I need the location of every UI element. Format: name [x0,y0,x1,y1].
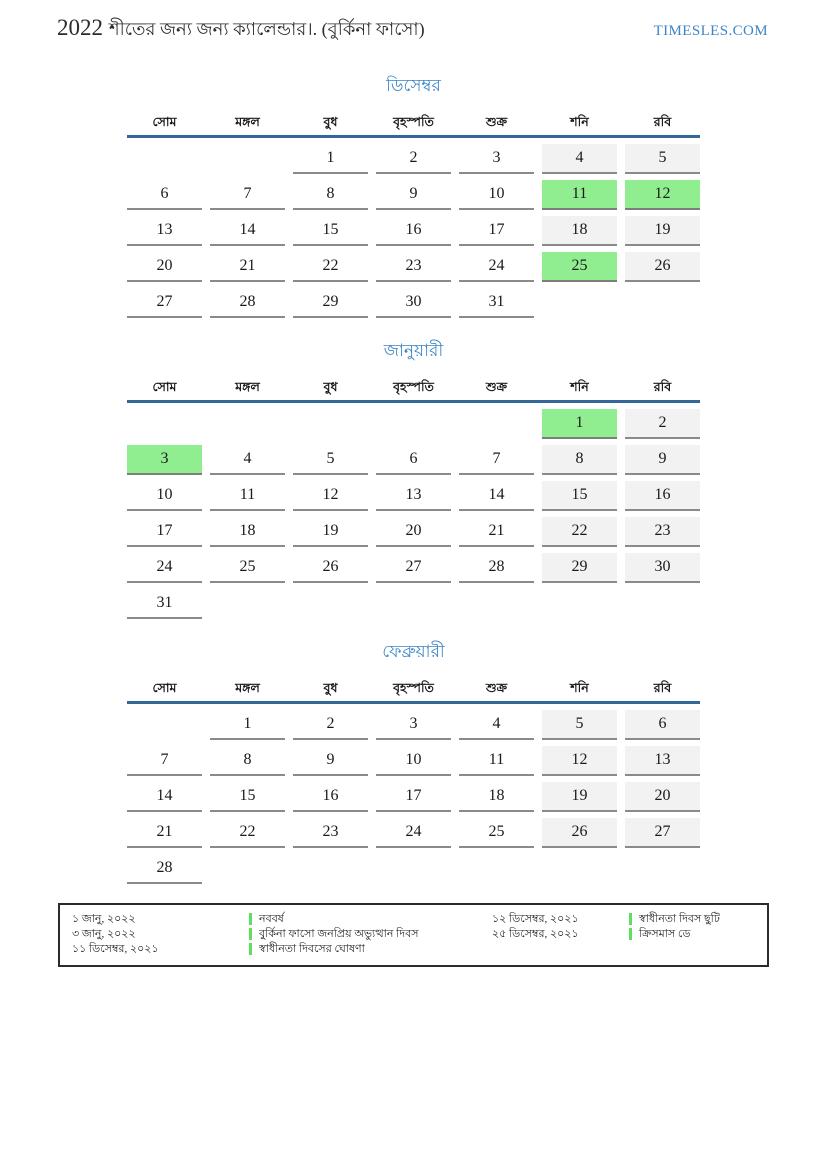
day-cell: 9 [293,746,368,776]
month-section-1 [127,76,700,318]
legend-label: স্বাধীনতা দিবস ছুটি [639,912,720,925]
day-cell: 15 [210,782,285,812]
day-cell: 9 [376,180,451,210]
legend-date: ১১ ডিসেম্বর, ২০২১ [72,942,159,955]
weekday-label: বৃহস্পতি [393,681,434,695]
weekday-header-row [127,114,700,130]
day-cell: 6 [625,710,700,740]
weekday-label: সোম [152,380,177,394]
empty-cell [542,589,617,619]
day-cell: 27 [376,553,451,583]
holiday-marker-bar [249,928,252,940]
day-cell: 28 [127,854,202,884]
day-cell: 5 [625,144,700,174]
empty-cell [625,288,700,318]
day-cell: 10 [127,481,202,511]
day-cell: 7 [210,180,285,210]
weekday-label: শনি [570,681,589,695]
weekday-label: রবি [653,380,672,394]
empty-cell [376,409,451,439]
day-cell: 30 [376,288,451,318]
empty-cell [210,589,285,619]
legend-date: ২৫ ডিসেম্বর, ২০২১ [492,927,579,940]
legend-date: ৩ জানু, ২০২২ [72,927,136,940]
legend-label: ক্রিসমাস ডে [639,927,691,940]
day-cell: 22 [293,252,368,282]
day-cell: 1 [293,144,368,174]
month-title: ফেব্রুয়ারী [382,642,445,661]
day-cell: 31 [459,288,534,318]
day-cell: 14 [210,216,285,246]
day-cell: 19 [542,782,617,812]
week-row [127,818,700,848]
months-container [127,76,700,884]
legend-box [58,903,769,967]
legend-date: ১ জানু, ২০২২ [72,912,136,925]
day-cell: 14 [459,481,534,511]
empty-cell [127,144,202,174]
page-title [57,15,425,46]
day-cell: 13 [625,746,700,776]
day-cell: 11 [542,180,617,210]
weekday-header-row [127,680,700,696]
day-cell: 24 [127,553,202,583]
day-cell: 14 [127,782,202,812]
day-cell: 10 [376,746,451,776]
day-cell: 15 [293,216,368,246]
day-cell: 17 [376,782,451,812]
day-cell: 3 [459,144,534,174]
day-cell: 23 [625,517,700,547]
site-link[interactable]: TIMESLES.COM [653,23,768,39]
day-cell: 17 [459,216,534,246]
day-cell: 11 [459,746,534,776]
weekday-label: শুক্র [485,115,508,129]
weekday-header-row [127,379,700,395]
day-cell: 4 [542,144,617,174]
empty-cell [210,409,285,439]
day-cell: 21 [127,818,202,848]
weekday-label: শনি [570,115,589,129]
day-cell: 17 [127,517,202,547]
day-cell: 15 [542,481,617,511]
weekday-label: মঙ্গল [235,115,260,129]
day-cell: 2 [376,144,451,174]
day-cell: 23 [376,252,451,282]
legend-label: নববর্ষ [259,912,284,925]
weekday-label: মঙ্গল [235,681,260,695]
empty-cell [542,854,617,884]
weekday-label: রবি [653,681,672,695]
week-row [127,553,700,583]
month-title: ডিসেম্বর [386,76,441,95]
holiday-marker-bar [249,913,252,925]
empty-cell [459,854,534,884]
day-cell: 1 [542,409,617,439]
empty-cell [210,854,285,884]
weekday-label: সোম [152,115,177,129]
day-cell: 26 [542,818,617,848]
day-cell: 19 [293,517,368,547]
holiday-marker-bar [629,913,632,925]
day-cell: 21 [210,252,285,282]
week-row [127,517,700,547]
holiday-marker-bar [629,928,632,940]
empty-cell [127,710,202,740]
empty-cell [459,589,534,619]
day-cell: 10 [459,180,534,210]
day-cell: 18 [459,782,534,812]
day-cell: 7 [459,445,534,475]
legend-label: স্বাধীনতা দিবসের ঘোষণা [259,942,365,955]
weekday-label: বৃহস্পতি [393,115,434,129]
week-row [127,144,700,174]
day-cell: 12 [625,180,700,210]
page-header [0,0,827,46]
day-cell: 5 [293,445,368,475]
day-cell: 4 [210,445,285,475]
day-cell: 16 [293,782,368,812]
day-cell: 23 [293,818,368,848]
day-cell: 29 [293,288,368,318]
weekday-label: বুধ [323,380,338,394]
day-cell: 12 [542,746,617,776]
empty-cell [293,409,368,439]
day-cell: 27 [127,288,202,318]
week-row [127,216,700,246]
empty-cell [625,854,700,884]
day-cell: 20 [127,252,202,282]
day-cell: 2 [293,710,368,740]
day-cell: 3 [127,445,202,475]
empty-cell [459,409,534,439]
day-cell: 7 [127,746,202,776]
empty-cell [127,409,202,439]
day-cell: 8 [542,445,617,475]
weekday-label: বুধ [323,681,338,695]
month-section-3 [127,642,700,884]
weekday-label: মঙ্গল [235,380,260,394]
weekday-rule [127,701,700,704]
weekday-label: বৃহস্পতি [393,380,434,394]
empty-cell [210,144,285,174]
day-cell: 3 [376,710,451,740]
weekday-label: শুক্র [485,380,508,394]
day-cell: 29 [542,553,617,583]
day-cell: 20 [376,517,451,547]
page-title-text: শীতের জন্য জন্য ক্যালেন্ডার।. (বুর্কিনা ফাসো) [109,19,425,39]
day-cell: 18 [542,216,617,246]
week-row [127,252,700,282]
week-row [127,710,700,740]
day-cell: 12 [293,481,368,511]
legend-label: বুর্কিনা ফাসো জনপ্রিয় অভ্যুত্থান দিবস [259,927,419,940]
empty-cell [376,589,451,619]
week-row [127,445,700,475]
day-cell: 25 [459,818,534,848]
day-cell: 16 [625,481,700,511]
week-row [127,409,700,439]
week-row [127,180,700,210]
legend-left-column [72,911,492,956]
day-cell: 26 [293,553,368,583]
legend-right-column [492,911,755,956]
day-cell: 31 [127,589,202,619]
weekday-label: সোম [152,681,177,695]
weekday-label: শুক্র [485,681,508,695]
day-cell: 16 [376,216,451,246]
empty-cell [376,854,451,884]
day-cell: 5 [542,710,617,740]
day-cell: 22 [210,818,285,848]
day-cell: 19 [625,216,700,246]
day-cell: 4 [459,710,534,740]
day-cell: 6 [376,445,451,475]
day-cell: 24 [376,818,451,848]
day-cell: 25 [210,553,285,583]
day-cell: 21 [459,517,534,547]
empty-cell [625,589,700,619]
empty-cell [542,288,617,318]
weekday-rule [127,135,700,138]
week-row [127,288,700,318]
month-title: জানুয়ারী [383,341,444,360]
day-cell: 25 [542,252,617,282]
day-cell: 22 [542,517,617,547]
day-cell: 13 [127,216,202,246]
day-cell: 18 [210,517,285,547]
day-cell: 28 [459,553,534,583]
week-row [127,589,700,619]
week-row [127,481,700,511]
day-cell: 9 [625,445,700,475]
day-cell: 24 [459,252,534,282]
weekday-rule [127,400,700,403]
week-row [127,746,700,776]
empty-cell [293,589,368,619]
day-cell: 28 [210,288,285,318]
day-cell: 11 [210,481,285,511]
legend-date: ১২ ডিসেম্বর, ২০২১ [492,912,579,925]
day-cell: 27 [625,818,700,848]
weekday-label: রবি [653,115,672,129]
day-cell: 26 [625,252,700,282]
week-row [127,854,700,884]
month-section-2 [127,341,700,619]
week-row [127,782,700,812]
holiday-marker-bar [249,943,252,955]
day-cell: 30 [625,553,700,583]
empty-cell [293,854,368,884]
page-title-year: 2022 [57,15,103,40]
day-cell: 13 [376,481,451,511]
legend-entry [492,927,755,941]
day-cell: 8 [210,746,285,776]
weekday-label: বুধ [323,115,338,129]
day-cell: 6 [127,180,202,210]
weekday-label: শনি [570,380,589,394]
legend-entry [72,942,492,956]
day-cell: 8 [293,180,368,210]
day-cell: 1 [210,710,285,740]
day-cell: 20 [625,782,700,812]
day-cell: 2 [625,409,700,439]
